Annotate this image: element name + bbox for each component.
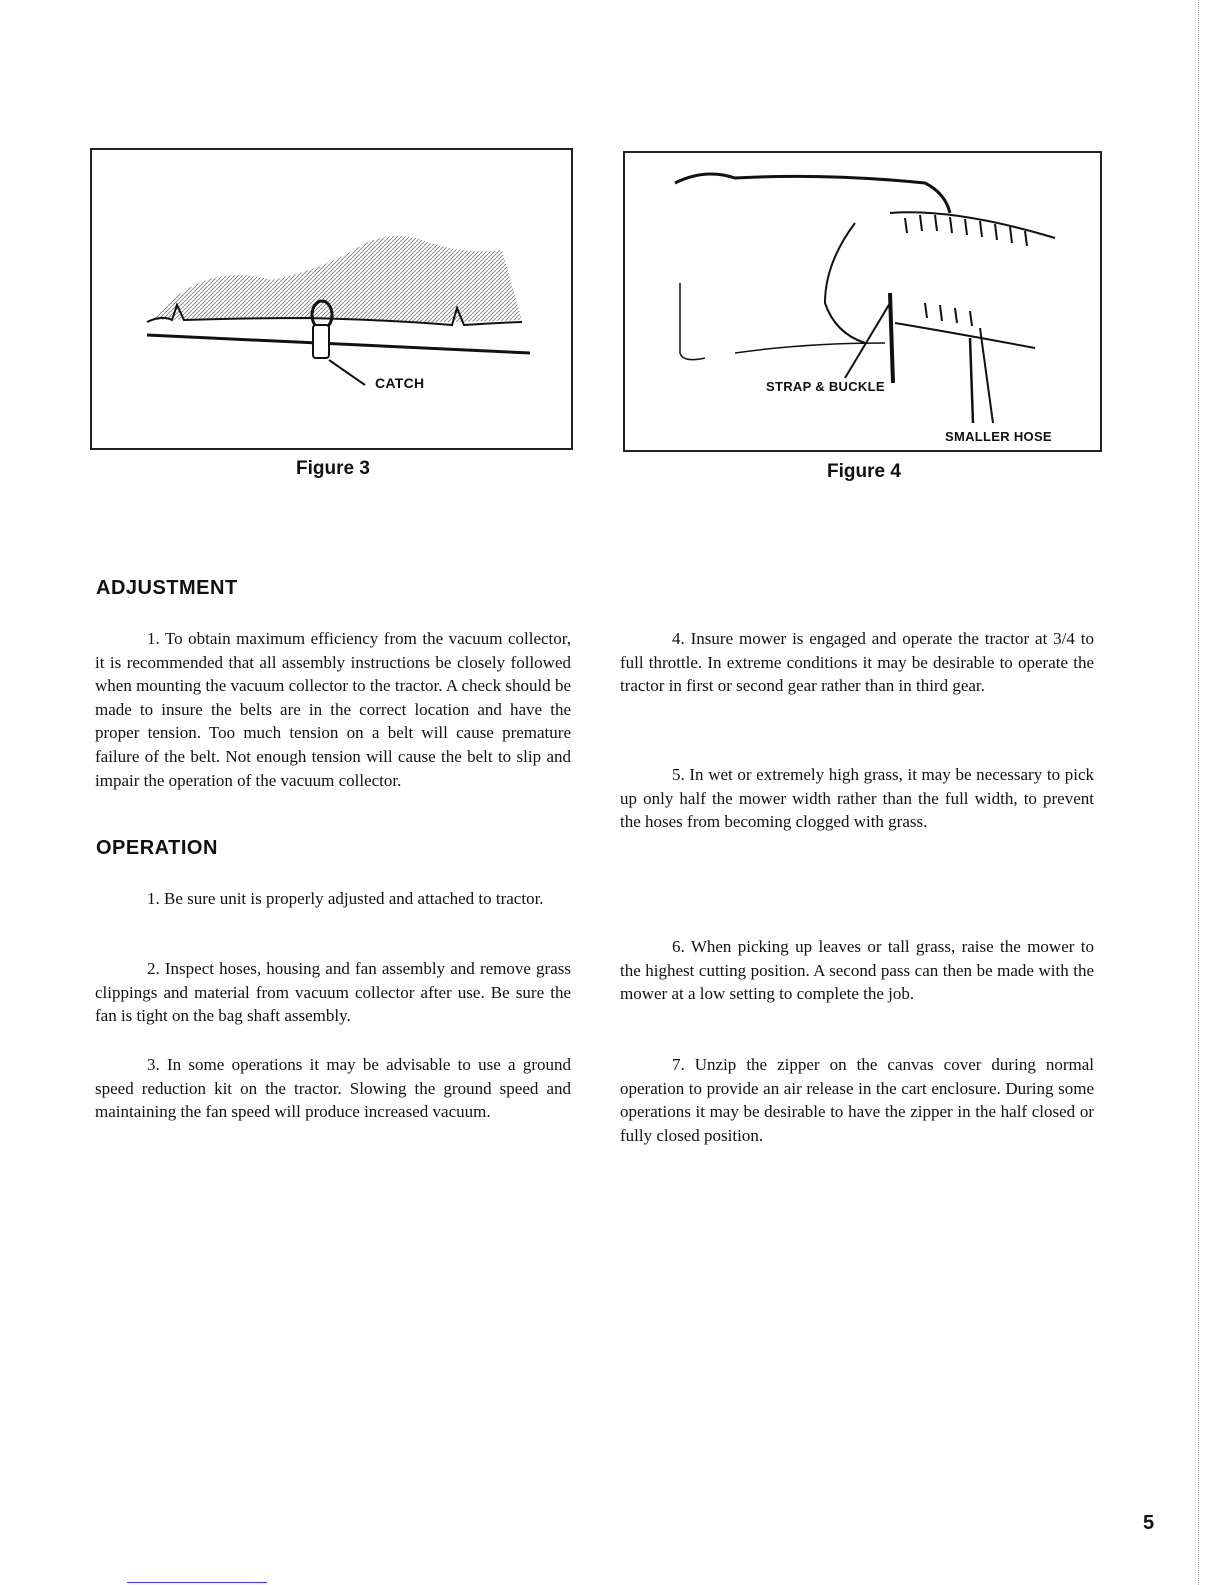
page-number: 5 [1143, 1512, 1155, 1534]
figure-4-caption: Figure 4 [827, 461, 901, 482]
smaller-hose-label: SMALLER HOSE [945, 429, 1052, 444]
strap-buckle-label: STRAP & BUCKLE [766, 379, 885, 394]
scan-artifact-line [127, 1582, 267, 1583]
operation-paragraph-1: 1. Be sure unit is properly adjusted and attached to tractor. [147, 889, 544, 908]
operation-paragraph-6: 6. When picking up leaves or tall grass, raise the mower to the highest cutting position. A second pass can then be made with the mower at a low setting to complete the job. [620, 937, 1094, 1004]
operation-heading: OPERATION [96, 837, 218, 859]
operation-paragraph-7: 7. Unzip the zipper on the canvas cover during normal operation to provide an air release in the cart enclosure. During some operations it may be desirable to have the zipper in the half closed or fully closed position. [620, 1055, 1094, 1145]
page-edge-divider [1198, 0, 1200, 1585]
operation-paragraph-4: 4. Insure mower is engaged and operate the tractor at 3/4 to full throttle. In extreme conditions it may be desirable to operate the tractor in first or second gear rather than in third gear. [620, 629, 1094, 696]
operation-paragraph-2: 2. Inspect hoses, housing and fan assembly and remove grass clippings and material from vacuum collector after use. Be sure the fan is tight on the bag shaft assembly. [95, 959, 571, 1026]
catch-illustration [92, 150, 571, 448]
catch-label: CATCH [375, 375, 425, 391]
operation-paragraph-3: 3. In some operations it may be advisable to use a ground speed reduction kit on the tractor. Slowing the ground speed and maintaining the fan speed will produce increased vacuum. [95, 1055, 571, 1122]
adjustment-heading: ADJUSTMENT [96, 577, 238, 599]
adjustment-paragraph-1: 1. To obtain maximum efficiency from the vacuum collector, it is recommended that all assembly instructions be closely followed when mounting the vacuum collector to the tractor. A check should be made to insure the belts are in the correct location and have the proper tension. Too much tension on a belt will cause premature failure of the belt. Not enough tension will cause the belt to slip and impair the operation of the vacuum collector. [95, 629, 571, 790]
figure-3-image [90, 148, 573, 450]
figure-4-image [623, 151, 1102, 452]
figure-3-caption: Figure 3 [296, 458, 370, 479]
operation-paragraph-5: 5. In wet or extremely high grass, it may be necessary to pick up only half the mower width rather than the full width, to prevent the hoses from becoming clogged with grass. [620, 765, 1094, 832]
hose-illustration [625, 153, 1100, 450]
